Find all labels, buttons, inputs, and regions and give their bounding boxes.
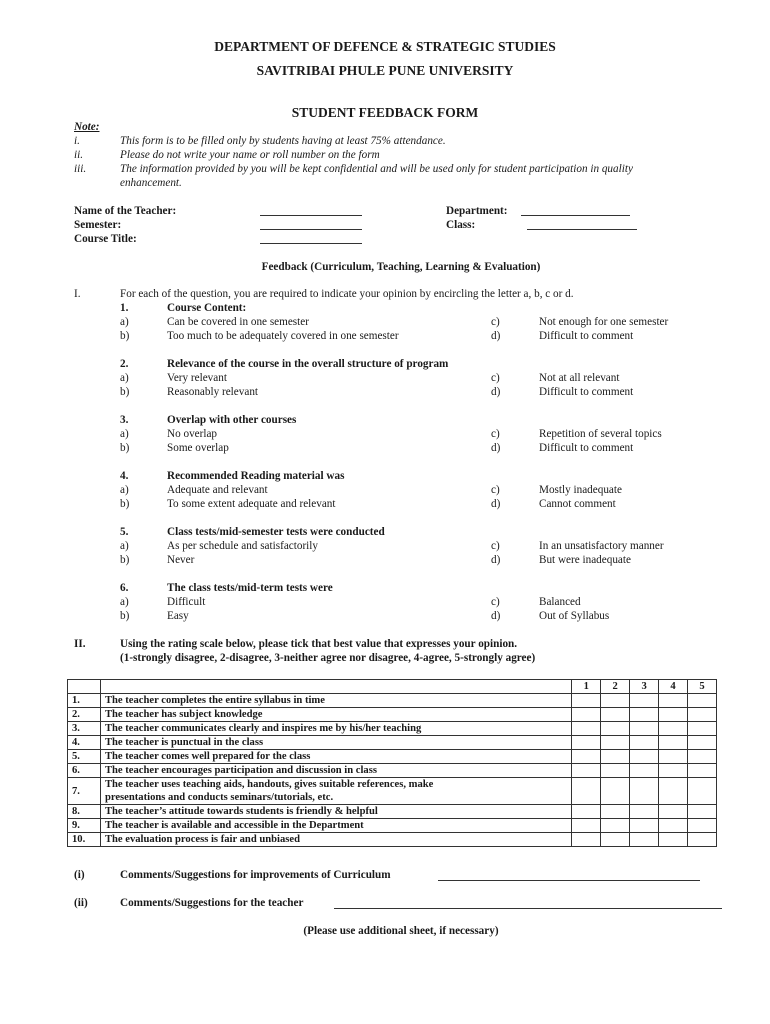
additional-sheet-note: (Please use additional sheet, if necessary) bbox=[303, 925, 499, 937]
option-c: Repetition of several topics bbox=[539, 428, 662, 440]
option-b: Never bbox=[167, 554, 195, 566]
rating-cell[interactable] bbox=[572, 819, 601, 833]
note-text: Please do not write your name or roll number on the form bbox=[120, 149, 380, 161]
question-title: Class tests/mid-semester tests were conducted bbox=[167, 526, 385, 538]
statement-text-continued: presentations and conducts seminars/tutorials, etc. bbox=[104, 792, 334, 803]
option-letter-b: b) bbox=[120, 498, 130, 510]
option-letter-a: a) bbox=[120, 484, 129, 496]
note-num: iii. bbox=[74, 163, 87, 175]
option-letter-b: b) bbox=[120, 442, 130, 454]
rating-cell[interactable] bbox=[688, 736, 717, 750]
question-title: Overlap with other courses bbox=[167, 414, 297, 426]
rating-cell[interactable] bbox=[630, 805, 659, 819]
option-letter-d: d) bbox=[491, 610, 501, 622]
table-row bbox=[68, 694, 717, 708]
option-a: Very relevant bbox=[167, 372, 227, 384]
row-statement bbox=[100, 805, 571, 819]
rating-cell[interactable] bbox=[630, 764, 659, 778]
class-label: Class: bbox=[446, 219, 476, 231]
statement-text: The teacher encourages participation and discussion in class bbox=[104, 765, 377, 776]
teacher-name-label: Name of the Teacher: bbox=[74, 205, 177, 217]
department-label: Department: bbox=[446, 205, 508, 217]
option-b: To some extent adequate and relevant bbox=[167, 498, 336, 510]
row-number: 6. bbox=[68, 764, 101, 778]
rating-cell[interactable] bbox=[688, 750, 717, 764]
option-letter-a: a) bbox=[120, 428, 129, 440]
option-d: Difficult to comment bbox=[539, 330, 634, 342]
question-number: 2. bbox=[120, 358, 129, 370]
header-blank bbox=[100, 680, 571, 694]
rating-cell[interactable] bbox=[572, 750, 601, 764]
rating-cell[interactable] bbox=[630, 819, 659, 833]
option-letter-d: d) bbox=[491, 498, 501, 510]
statement-text: The teacher is punctual in the class bbox=[104, 737, 264, 748]
option-letter-c: c) bbox=[491, 596, 500, 608]
option-letter-d: d) bbox=[491, 330, 501, 342]
option-letter-a: a) bbox=[120, 372, 129, 384]
option-d: Cannot comment bbox=[539, 498, 616, 510]
row-statement bbox=[100, 736, 571, 750]
row-statement bbox=[100, 833, 571, 847]
rating-cell[interactable] bbox=[630, 694, 659, 708]
row-statement bbox=[100, 708, 571, 722]
row-statement bbox=[100, 764, 571, 778]
option-d: Difficult to comment bbox=[539, 442, 634, 454]
option-letter-a: a) bbox=[120, 316, 129, 328]
question-title: Recommended Reading material was bbox=[167, 470, 345, 482]
option-letter-a: a) bbox=[120, 596, 129, 608]
rating-cell[interactable] bbox=[601, 764, 630, 778]
teacher-comment-field[interactable] bbox=[334, 898, 722, 909]
rating-cell[interactable] bbox=[601, 708, 630, 722]
row-number: 4. bbox=[68, 736, 101, 750]
option-letter-b: b) bbox=[120, 554, 130, 566]
rating-cell[interactable] bbox=[601, 805, 630, 819]
rating-cell[interactable] bbox=[659, 764, 688, 778]
rating-cell[interactable] bbox=[601, 833, 630, 847]
table-row bbox=[68, 736, 717, 750]
row-statement bbox=[100, 722, 571, 736]
rating-cell[interactable] bbox=[601, 819, 630, 833]
statement-text: The teacher has subject knowledge bbox=[104, 709, 263, 720]
option-d: Difficult to comment bbox=[539, 386, 634, 398]
rating-column-header: 5 bbox=[688, 680, 717, 694]
row-statement bbox=[100, 694, 571, 708]
rating-cell[interactable] bbox=[659, 708, 688, 722]
rating-cell[interactable] bbox=[572, 736, 601, 750]
rating-column-header: 2 bbox=[601, 680, 630, 694]
rating-cell[interactable] bbox=[659, 722, 688, 736]
option-a: Adequate and relevant bbox=[167, 484, 268, 496]
note-text: enhancement. bbox=[120, 177, 182, 189]
option-a: No overlap bbox=[167, 428, 218, 440]
comment2-num: (ii) bbox=[74, 897, 88, 909]
question-number: 6. bbox=[120, 582, 129, 594]
department-title: DEPARTMENT OF DEFENCE & STRATEGIC STUDIES bbox=[214, 39, 556, 54]
rating-cell[interactable] bbox=[688, 778, 717, 805]
question-number: 5. bbox=[120, 526, 129, 538]
option-d: Out of Syllabus bbox=[539, 610, 610, 622]
option-letter-c: c) bbox=[491, 372, 500, 384]
statement-text: The teacher completes the entire syllabus in time bbox=[104, 695, 325, 706]
rating-cell[interactable] bbox=[601, 750, 630, 764]
row-number: 7. bbox=[68, 778, 101, 805]
option-letter-c: c) bbox=[491, 484, 500, 496]
rating-table bbox=[67, 679, 717, 847]
rating-cell[interactable] bbox=[572, 694, 601, 708]
section2-roman: II. bbox=[74, 638, 86, 650]
rating-cell[interactable] bbox=[572, 778, 601, 805]
feedback-heading: Feedback (Curriculum, Teaching, Learning & Evaluation) bbox=[261, 261, 541, 273]
department-field[interactable] bbox=[521, 205, 630, 216]
note-label: Note: bbox=[74, 121, 100, 133]
option-b: Some overlap bbox=[167, 442, 229, 454]
rating-cell[interactable] bbox=[659, 750, 688, 764]
statement-text: The teacher is available and accessible in the Department bbox=[104, 820, 364, 831]
question-number: 3. bbox=[120, 414, 129, 426]
rating-cell[interactable] bbox=[630, 722, 659, 736]
table-row bbox=[68, 819, 717, 833]
semester-field[interactable] bbox=[260, 219, 362, 230]
row-number: 9. bbox=[68, 819, 101, 833]
rating-cell[interactable] bbox=[601, 778, 630, 805]
option-b: Too much to be adequately covered in one semester bbox=[167, 330, 399, 342]
table-row bbox=[68, 805, 717, 819]
option-letter-c: c) bbox=[491, 428, 500, 440]
rating-cell[interactable] bbox=[688, 833, 717, 847]
rating-cell[interactable] bbox=[630, 833, 659, 847]
header-blank bbox=[68, 680, 101, 694]
row-statement bbox=[100, 750, 571, 764]
rating-cell[interactable] bbox=[659, 819, 688, 833]
question-title: Course Content: bbox=[167, 302, 247, 314]
rating-column-header: 3 bbox=[630, 680, 659, 694]
question-number: 1. bbox=[120, 302, 129, 314]
table-row bbox=[68, 722, 717, 736]
form-title: STUDENT FEEDBACK FORM bbox=[291, 105, 479, 120]
statement-text: The evaluation process is fair and unbiased bbox=[104, 834, 300, 845]
option-letter-c: c) bbox=[491, 540, 500, 552]
option-letter-a: a) bbox=[120, 540, 129, 552]
course-title-label: Course Title: bbox=[74, 233, 137, 245]
row-number: 1. bbox=[68, 694, 101, 708]
section2-instruction: Using the rating scale below, please tick that best value that expresses your opinion. bbox=[120, 638, 518, 650]
option-letter-b: b) bbox=[120, 610, 130, 622]
rating-cell[interactable] bbox=[688, 722, 717, 736]
table-row bbox=[68, 764, 717, 778]
statement-text: The teacher communicates clearly and inspires me by his/her teaching bbox=[104, 723, 422, 734]
question-number: 4. bbox=[120, 470, 129, 482]
option-b: Easy bbox=[167, 610, 189, 622]
rating-cell[interactable] bbox=[601, 722, 630, 736]
option-letter-b: b) bbox=[120, 330, 130, 342]
rating-cell[interactable] bbox=[601, 736, 630, 750]
statement-text: The teacher’s attitude towards students is friendly & helpful bbox=[104, 806, 378, 817]
teacher-name-field[interactable] bbox=[260, 205, 362, 216]
rating-cell[interactable] bbox=[572, 833, 601, 847]
section1-roman: I. bbox=[74, 288, 81, 300]
comment1-label: Comments/Suggestions for improvements of Curriculum bbox=[120, 869, 391, 881]
rating-cell[interactable] bbox=[659, 805, 688, 819]
note-text: The information provided by you will be kept confidential and will be used only for student participation in quality bbox=[120, 163, 633, 175]
row-number: 2. bbox=[68, 708, 101, 722]
row-statement bbox=[100, 819, 571, 833]
comment2-label: Comments/Suggestions for the teacher bbox=[120, 897, 304, 909]
note-text: This form is to be filled only by students having at least 75% attendance. bbox=[120, 135, 446, 147]
statement-text: The teacher uses teaching aids, handouts, gives suitable references, make bbox=[104, 779, 434, 790]
row-number: 8. bbox=[68, 805, 101, 819]
rating-cell[interactable] bbox=[601, 694, 630, 708]
rating-cell[interactable] bbox=[630, 750, 659, 764]
row-statement bbox=[100, 778, 571, 805]
table-row bbox=[68, 833, 717, 847]
semester-label: Semester: bbox=[74, 219, 122, 231]
rating-cell[interactable] bbox=[572, 722, 601, 736]
statement-text: The teacher comes well prepared for the class bbox=[104, 751, 311, 762]
option-d: But were inadequate bbox=[539, 554, 631, 566]
option-c: In an unsatisfactory manner bbox=[539, 540, 664, 552]
rating-cell[interactable] bbox=[572, 805, 601, 819]
option-c: Mostly inadequate bbox=[539, 484, 622, 496]
row-number: 10. bbox=[68, 833, 101, 847]
option-c: Not at all relevant bbox=[539, 372, 620, 384]
row-number: 3. bbox=[68, 722, 101, 736]
option-letter-d: d) bbox=[491, 442, 501, 454]
comment1-num: (i) bbox=[74, 869, 85, 881]
curriculum-comment-field[interactable] bbox=[438, 870, 700, 881]
table-row bbox=[68, 778, 717, 805]
rating-cell[interactable] bbox=[572, 708, 601, 722]
rating-cell[interactable] bbox=[688, 708, 717, 722]
option-letter-d: d) bbox=[491, 554, 501, 566]
rating-cell[interactable] bbox=[688, 694, 717, 708]
option-a: Difficult bbox=[167, 596, 206, 608]
course-title-field[interactable] bbox=[260, 233, 362, 244]
question-title: Relevance of the course in the overall structure of program bbox=[167, 358, 449, 370]
rating-cell[interactable] bbox=[659, 694, 688, 708]
table-row bbox=[68, 708, 717, 722]
question-title: The class tests/mid-term tests were bbox=[167, 582, 333, 594]
option-letter-c: c) bbox=[491, 316, 500, 328]
rating-scale: (1-strongly disagree, 2-disagree, 3-neither agree nor disagree, 4-agree, 5-strongly agree) bbox=[120, 652, 536, 664]
rating-cell[interactable] bbox=[630, 778, 659, 805]
option-letter-b: b) bbox=[120, 386, 130, 398]
option-b: Reasonably relevant bbox=[167, 386, 259, 398]
rating-column-header: 4 bbox=[659, 680, 688, 694]
rating-cell[interactable] bbox=[688, 805, 717, 819]
row-number: 5. bbox=[68, 750, 101, 764]
option-a: Can be covered in one semester bbox=[167, 316, 309, 328]
note-num: i. bbox=[74, 135, 80, 147]
option-letter-d: d) bbox=[491, 386, 501, 398]
rating-cell[interactable] bbox=[659, 736, 688, 750]
option-c: Not enough for one semester bbox=[539, 316, 669, 328]
section1-instruction: For each of the question, you are required to indicate your opinion by encircling the letter a, b, c or d. bbox=[120, 288, 574, 300]
rating-cell[interactable] bbox=[688, 819, 717, 833]
rating-cell[interactable] bbox=[572, 764, 601, 778]
option-a: As per schedule and satisfactorily bbox=[167, 540, 318, 552]
rating-cell[interactable] bbox=[659, 778, 688, 805]
rating-cell[interactable] bbox=[688, 764, 717, 778]
table-row bbox=[68, 750, 717, 764]
class-field[interactable] bbox=[527, 219, 637, 230]
rating-cell[interactable] bbox=[659, 833, 688, 847]
rating-column-header: 1 bbox=[572, 680, 601, 694]
note-num: ii. bbox=[74, 149, 84, 161]
option-c: Balanced bbox=[539, 596, 581, 608]
rating-cell[interactable] bbox=[630, 736, 659, 750]
university-title: SAVITRIBAI PHULE PUNE UNIVERSITY bbox=[256, 63, 514, 78]
rating-cell[interactable] bbox=[630, 708, 659, 722]
